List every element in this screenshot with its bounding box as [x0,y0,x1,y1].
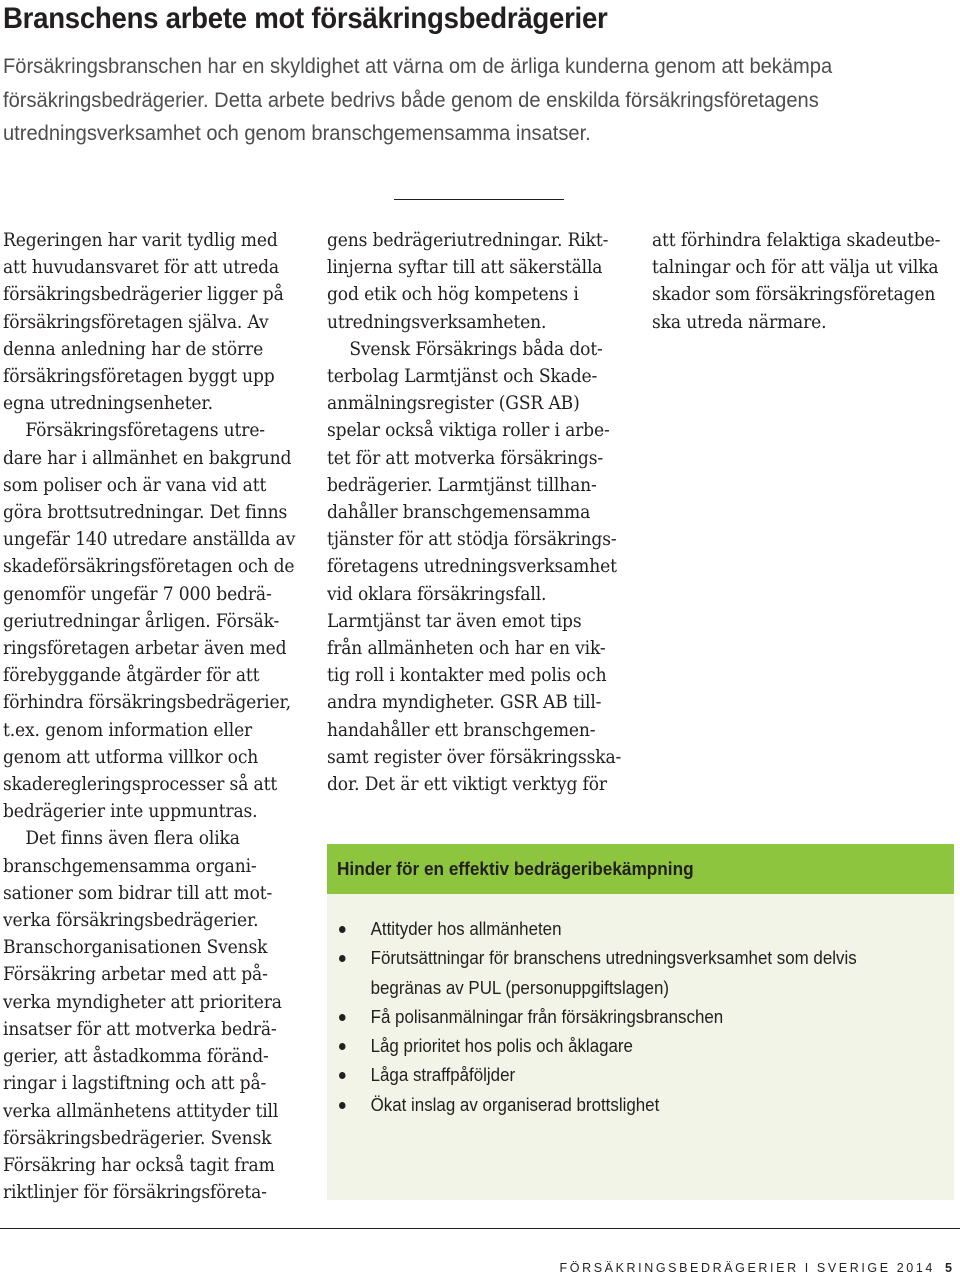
text-line: handahåller ett branschgemen- [327,719,596,741]
text-line: Branschorganisationen Svensk [3,937,268,959]
list-item-text: Låga straffpåföljder [370,1065,516,1086]
text-line: Det finns även flera olika [25,828,240,850]
text-line: bedrägerier. Larmtjänst tillhan- [327,474,597,496]
text-line: Försäkringsföretagens utre- [25,420,265,442]
text-line: verka allmänhetens attityder till [3,1100,279,1122]
text-line: Försäkring har också tagit fram [3,1154,275,1176]
text-line: terbolag Larmtjänst och Skade- [327,366,598,388]
text-line: tjänster för att stödja försäkrings- [327,529,617,551]
text-line: att förhindra felaktiga skadeutbe- [652,230,941,251]
list-item-text: Få polisanmälningar från försäkringsbranschen [370,1006,724,1027]
text-line: Larmtjänst tar även emot tips [327,610,582,632]
text-line: insatser för att motverka bedrä- [3,1018,277,1040]
text-line: sationer som bidrar till att mot- [3,882,273,904]
text-line: linjerna syftar till att säkerställa [327,257,603,279]
list-item-text: Låg prioritet hos polis och åklagare [370,1036,633,1057]
text-line: egna utredningsenheter. [3,393,213,415]
factbox-list [339,915,960,1120]
text-line: genom att utforma villkor och [3,746,259,768]
text-line: t.ex. genom information eller [3,719,253,741]
text-line: dor. Det är ett viktigt verktyg för [327,774,607,796]
list-item-text: Förutsättningar för branschens utredningsverksamhet som delvis [370,948,857,969]
text-line: ringar i lagstiftning och att på- [3,1073,267,1095]
body-column-2 [327,227,621,798]
text-line: riktlinjer för försäkringsföreta- [3,1182,267,1204]
bullet-icon [339,1072,346,1079]
text-line: genomför ungefär 7 000 bedrä- [3,583,272,605]
text-line: bedrägerier inte uppmuntras. [3,801,258,823]
bullet-icon [339,1102,346,1109]
text-line: verka försäkringsbedrägerier. [3,910,259,932]
list-item [339,1003,960,1032]
intro-paragraph [3,50,919,151]
text-line: företagens utredningsverksamhet [327,556,617,578]
factbox-title: Hinder för en effektiv bedrägeribekämpning [337,858,694,879]
text-line: göra brottsutredningar. Det finns [3,502,288,524]
text-line: att huvudansvaret för att utreda [3,257,279,279]
list-item [339,1032,960,1061]
list-item-text: Attityder hos allmänheten [370,919,562,939]
section-divider [394,199,564,200]
footer-divider [0,1228,960,1229]
body-column-3 [652,227,940,336]
text-line: Svensk Försäkrings båda dot- [349,338,603,360]
text-line: skador som försäkringsföretagen [652,284,936,306]
text-line: talningar och för att välja ut vilka [652,257,939,279]
text-line: skaderegleringsprocesser så att [3,774,278,796]
text-line: försäkringsbedrägerier ligger på [3,284,284,306]
text-line: försäkringsföretagen själva. Av [3,311,269,333]
obstacles-factbox [327,844,954,1200]
bullet-icon [339,1043,346,1050]
text-line: förebyggande åtgärder för att [3,665,260,687]
list-item-text: begränas av PUL (personuppgiftslagen) [370,977,670,998]
list-item [339,944,960,1003]
text-line: ungefär 140 utredare anställda av [3,529,296,551]
text-line: Försäkring arbetar med att på- [3,964,268,986]
intro-line: försäkringsbedrägerier. Detta arbete bedrivs både genom de enskilda försäkringsföretagens [3,87,819,112]
text-line: utredningsverksamheten. [327,311,547,333]
text-line: från allmänheten och har en vik- [327,638,606,660]
body-column-1 [3,227,295,1206]
text-line: förhindra försäkringsbedrägerier, [3,692,291,714]
text-line: tig roll i kontakter med polis och [327,665,607,687]
text-line: anmälningsregister (GSR AB) [327,393,580,415]
text-line: verka myndigheter att prioritera [3,991,282,1013]
text-line: dahåller branschgemensamma [327,502,591,524]
page-title: Branschens arbete mot försäkringsbedrägerier [3,2,608,35]
text-line: Regeringen har varit tydlig med [3,230,278,251]
factbox-header [327,844,954,894]
text-line: skadeförsäkringsföretagen och de [3,556,295,578]
bullet-icon [339,1014,346,1021]
list-item [339,1061,960,1090]
text-line: försäkringsbedrägerier. Svensk [3,1127,272,1149]
list-item-text: Ökat inslag av organiserad brottslighet [370,1094,660,1115]
text-line: andra myndigheter. GSR AB till- [327,692,602,714]
bullet-icon [339,955,346,962]
page-number: 5 [945,1261,952,1275]
intro-line: Försäkringsbranschen har en skyldighet att värna om de ärliga kunderna genom att bekämpa [3,54,833,78]
intro-line: utredningsverksamhet och genom branschgemensamma insatser. [3,121,591,145]
text-line: försäkringsföretagen byggt upp [3,366,275,388]
text-line: ringsföretagen arbetar även med [3,638,287,660]
text-line: ska utreda närmare. [652,311,827,333]
list-item [339,1091,960,1120]
text-line: geriutredningar årligen. Försäk- [3,610,280,632]
text-line: god etik och hög kompetens i [327,284,579,306]
text-line: som poliser och är vana vid att [3,474,267,496]
text-line: gens bedrägeriutredningar. Rikt- [327,230,609,251]
running-title: FÖRSÄKRINGSBEDRÄGERIER I SVERIGE 2014 [559,1261,935,1275]
page-footer [560,1261,952,1275]
text-line: samt register över försäkringsska- [327,746,622,768]
bullet-icon [339,926,346,933]
text-line: tet för att motverka försäkrings- [327,447,603,469]
text-line: dare har i allmänhet en bakgrund [3,447,292,469]
list-item [339,915,960,944]
text-line: spelar också viktiga roller i arbe- [327,420,610,442]
text-line: vid oklara försäkringsfall. [327,583,547,605]
text-line: branschgemensamma organi- [3,855,257,877]
text-line: denna anledning har de större [3,338,264,360]
text-line: gerier, att åstadkomma föränd- [3,1046,269,1068]
